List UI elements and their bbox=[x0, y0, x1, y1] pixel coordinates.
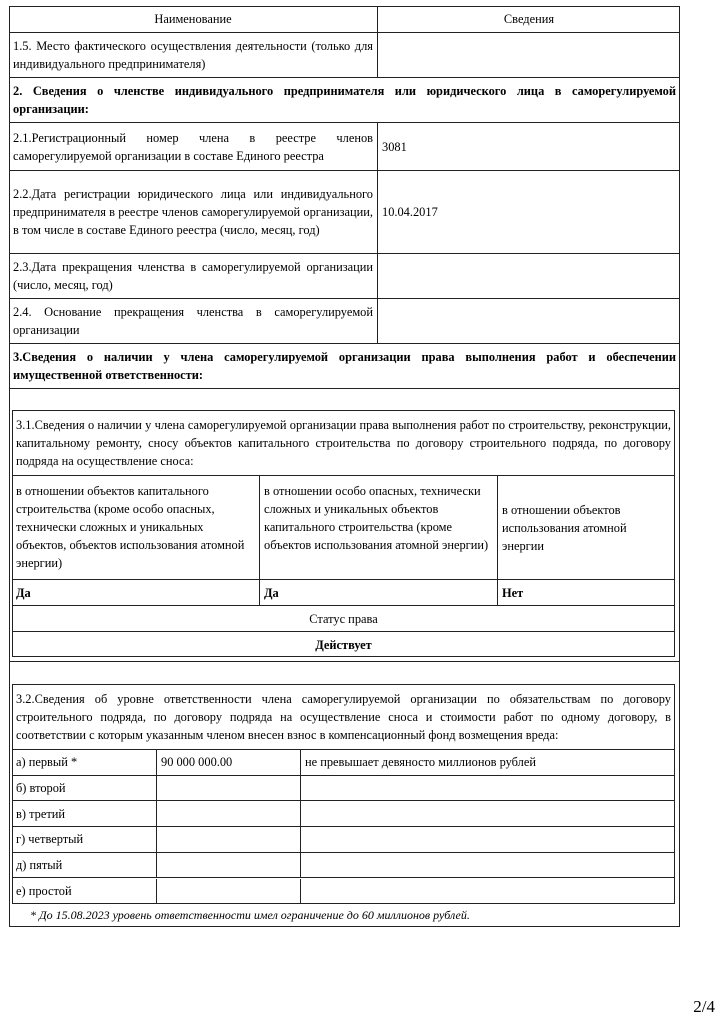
row-2-3-label: 2.3.Дата прекращения членства в саморегулируемой организации (число, месяц, год) bbox=[9, 254, 378, 299]
row-2-4-label: 2.4. Основание прекращения членства в саморегулируемой организации bbox=[9, 299, 378, 344]
level-description bbox=[301, 879, 675, 905]
section-3-1-val1: Да bbox=[12, 580, 260, 606]
level-amount: 90 000 000.00 bbox=[157, 750, 301, 776]
row-2-1-label: 2.1.Регистрационный номер члена в реестре членов саморегулируемой организации в составе Единого реестра bbox=[9, 123, 378, 171]
level-label: е) простой bbox=[12, 879, 157, 905]
header-name: Наименование bbox=[9, 6, 378, 33]
header-info: Сведения bbox=[378, 6, 680, 33]
level-description bbox=[301, 776, 675, 802]
level-label: г) четвертый bbox=[12, 827, 157, 853]
level-label: б) второй bbox=[12, 776, 157, 802]
section-3-1-val2: Да bbox=[260, 580, 498, 606]
level-description bbox=[301, 853, 675, 879]
section-3-1-col2: в отношении особо опасных, технически сложных и уникальных объектов капитального строительства (кроме объектов использования атомной энергии) bbox=[260, 476, 498, 580]
level-amount bbox=[157, 801, 301, 827]
section-3-title: 3.Сведения о наличии у члена саморегулируемой организации права выполнения работ и обеспечении имущественной ответственности: bbox=[9, 344, 680, 389]
row-2-2-label: 2.2.Дата регистрации юридического лица или индивидуального предпринимателя в реестре членов саморегулируемой организации, в том числе в составе Единого реестра (число, месяц, год) bbox=[9, 171, 378, 254]
row-2-3-value bbox=[378, 254, 680, 299]
level-description bbox=[301, 827, 675, 853]
level-label: а) первый * bbox=[12, 750, 157, 776]
level-amount bbox=[157, 879, 301, 905]
level-amount bbox=[157, 776, 301, 802]
row-2-4-value bbox=[378, 299, 680, 344]
page-number: 2/4 bbox=[693, 997, 715, 1016]
row-2-1-value: 3081 bbox=[378, 123, 680, 171]
footnote: * До 15.08.2023 уровень ответственности имел ограничение до 60 миллионов рублей. bbox=[30, 908, 470, 922]
section-3-2-title: 3.2.Сведения об уровне ответственности члена саморегулируемой организации по обязательствам по договору строительного подряда, по договору подряда на осуществление сноса и стоимости работ по одному договору, в соответствии с которым указанным членом внесен взнос в компенсационный фонд возмещения вреда: bbox=[12, 687, 675, 750]
level-description: не превышает девяносто миллионов рублей bbox=[301, 750, 675, 776]
level-label: в) третий bbox=[12, 801, 157, 827]
section-3-1-title: 3.1.Сведения о наличии у члена саморегулируемой организации права выполнения работ по строительству, реконструкции, капитальному ремонту, сносу объектов капитального строительства по договору строительного подряда, по договору подряда на осуществление сноса: bbox=[12, 413, 675, 476]
row-2-2-value: 10.04.2017 bbox=[378, 171, 680, 254]
level-description bbox=[301, 801, 675, 827]
status-value: Действует bbox=[315, 637, 372, 652]
row-1-5-value bbox=[378, 33, 680, 78]
level-amount bbox=[157, 853, 301, 879]
section-3-1-val3: Нет bbox=[498, 580, 675, 606]
level-amount bbox=[157, 827, 301, 853]
section-3-1-col3: в отношении объектов использования атомной энергии bbox=[498, 476, 675, 580]
section-2-title: 2. Сведения о членстве индивидуального предпринимателя или юридического лица в саморегулируемой организации: bbox=[9, 78, 680, 123]
section-3-1-col1: в отношении объектов капитального строительства (кроме особо опасных, технически сложных и уникальных объектов, объектов использования атомной энергии) bbox=[12, 476, 260, 580]
row-1-5-label: 1.5. Место фактического осуществления деятельности (только для индивидуального предпринимателя) bbox=[9, 33, 378, 78]
level-label: д) пятый bbox=[12, 853, 157, 879]
status-label: Статус права bbox=[12, 606, 675, 632]
